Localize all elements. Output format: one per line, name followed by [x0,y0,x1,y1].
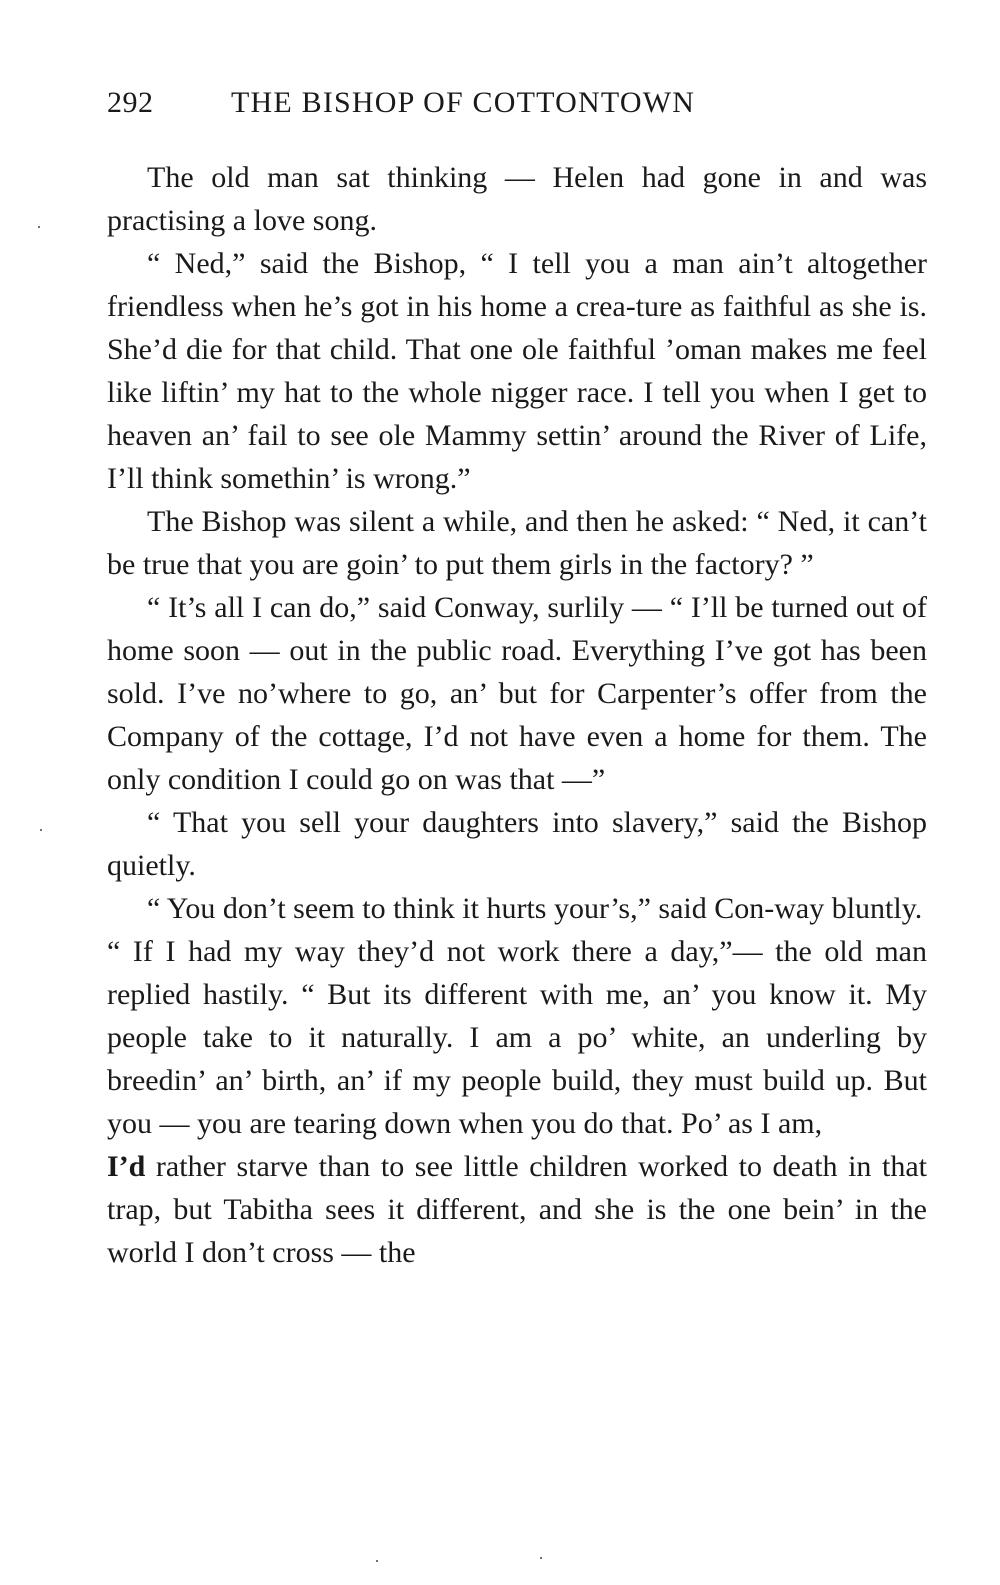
bold-lead-word: I’d [107,1150,146,1183]
page-number: 292 [107,86,154,119]
paragraph-continuation: rather starve than to see little children worked to death in that trap, but Tabitha sees it different, and she is the one bein’ in the world I don’t cross — the [107,1150,927,1269]
paragraph [107,930,927,1274]
speck [40,829,42,831]
paragraph-text: “ If I had my way they’d not work there a day,”— the old man replied hastily. “ But its different with me, an’ you know it. My people take to it naturally. I am a po’ white, an underling by breedin’ an’ birth, an’ if my people build, they must build up. But you — you are tearing down when you do that. Po’ as I am, [107,935,927,1140]
paragraph: “ That you sell your daughters into slavery,” said the Bishop quietly. [107,806,927,882]
paragraph: “ It’s all I can do,” said Conway, surlily — “ I’ll be turned out of home soon — out in the public road. Everything I’ve got has been sold. I’ve no’where to go, an’ but for Carpenter’s offer from the Company of the cottage, I’d not have even a home for them. The only condition I could go on was that —” [107,591,927,796]
paragraph: The old man sat thinking — Helen had gone in and was practising a love song. [107,161,927,237]
speck [38,226,40,228]
speck [376,1560,378,1562]
speck [540,1557,542,1559]
running-header [107,86,927,130]
running-title: THE BISHOP OF COTTONTOWN [231,86,696,119]
book-page [107,86,927,1274]
body-text [107,156,927,1274]
paragraph: “ You don’t seem to think it hurts your’s,” said Con-way bluntly. [147,892,923,925]
paragraph: “ Ned,” said the Bishop, “ I tell you a man ain’t altogether friendless when he’s got in his home a crea-ture as faithful as she is. She’d die for that child. That one ole faithful ’oman makes me feel like liftin’ my hat to the whole nigger race. I tell you when I get to heaven an’ fail to see ole Mammy settin’ around the River of Life, I’ll think somethin’ is wrong.” [107,247,927,495]
paragraph: The Bishop was silent a while, and then he asked: “ Ned, it can’t be true that you are goin’ to put them girls in the factory? ” [107,505,927,581]
